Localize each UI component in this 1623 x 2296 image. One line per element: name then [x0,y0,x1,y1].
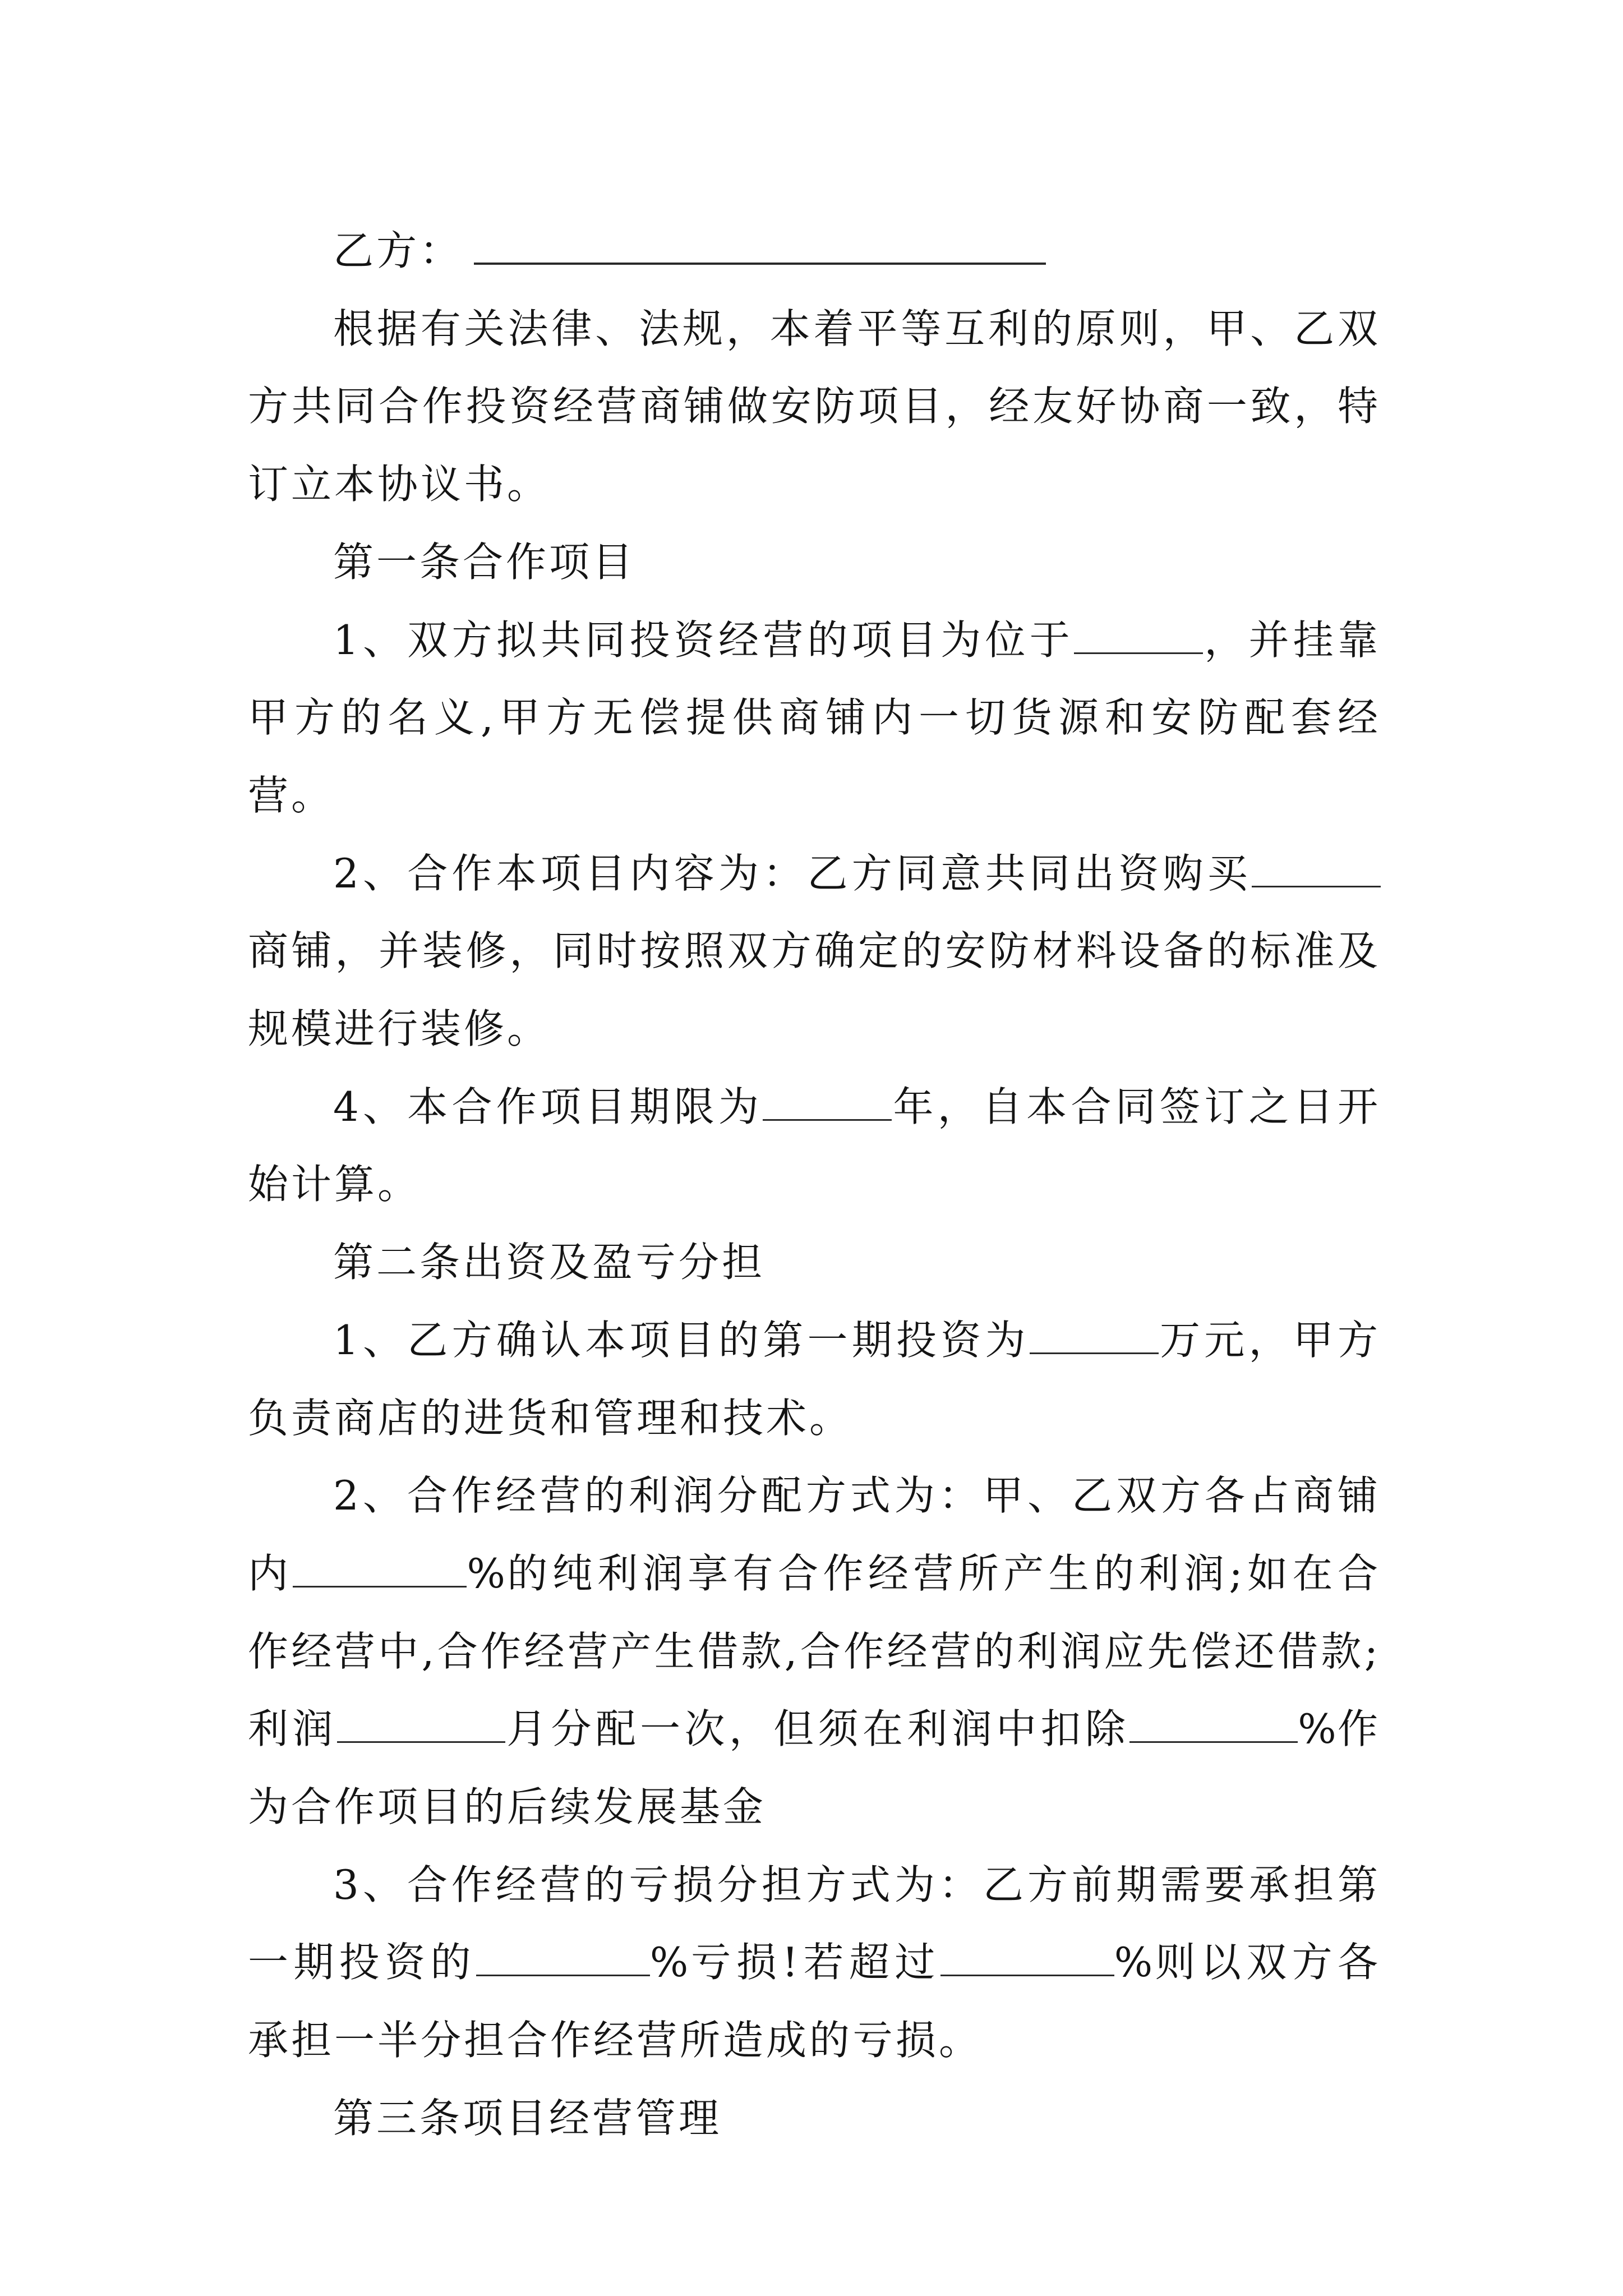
location-blank [1074,619,1203,654]
article2-item2 [248,1457,1381,1846]
article2-item3-text: 3、合作经营的亏损分担方式为：乙方前期需要承担第一期投资的 [248,1861,1381,1986]
percent-sign-4: % [1114,1939,1153,1986]
investment-blank [1030,1319,1159,1354]
article1-item4 [248,1068,1381,1223]
distribution-months-blank [337,1708,505,1743]
article2-item2-text-4: 作为合作项目的后续发展基金 [248,1705,1381,1831]
share-percent-blank [293,1552,467,1588]
article1-item2-text: 2、合作本项目内容为：乙方同意共同出资购买 [333,849,1252,897]
article1-item1-text: 1、双方拟共同投资经营的项目为位于 [333,616,1074,664]
article3-title: 第三条项目经营管理 [333,2094,722,2142]
article2-item3-text-2: 亏损!若超过 [688,1939,940,1986]
percent-sign-2: % [1298,1705,1336,1753]
article1-item2 [248,835,1381,1068]
percent-sign-3: % [649,1939,689,1986]
article1-item4-text-2: 年，自本合同签订之日开始计算。 [248,1083,1381,1208]
article2-title: 第二条出资及盈亏分担 [333,1239,766,1286]
article1-item1-text-2: ，并挂靠甲方的名义,甲方无偿提供商铺内一切货源和安防配套经营。 [248,616,1381,819]
party-b-line [248,212,1381,290]
article2-item1 [248,1301,1381,1457]
article2-item1-text-2: 万元，甲方负责商店的进货和管理和技术。 [248,1316,1381,1442]
article1-item1 [248,601,1381,835]
purchase-blank [1252,852,1381,887]
percent-sign: % [467,1549,505,1597]
article1-item2-text-2: 商铺，并装修，同时按照双方确定的安防材料设备的标准及规模进行装修。 [248,927,1381,1053]
loss-percent-blank [476,1941,650,1976]
fund-percent-blank [1129,1708,1298,1743]
article2-item3 [248,1846,1381,2079]
threshold-percent-blank [940,1941,1114,1976]
article2-item2-text-2: 的纯利润享有合作经营所产生的利润;如在合作经营中,合作经营产生借款,合作经营的利润应先偿还借款;利润 [248,1549,1381,1753]
article2-item2-text: 2、合作经营的利润分配方式为：甲、乙双方各占商铺内 [248,1472,1381,1597]
intro-paragraph: 根据有关法律、法规，本着平等互利的原则，甲、乙双方共同合作投资经营商铺做安防项目，经友好协商一致，特订立本协议书。 [248,305,1381,508]
party-b-blank [474,227,1046,265]
document-body [248,212,1381,2157]
article2-item1-text: 1、乙方确认本项目的第一期投资为 [333,1316,1030,1364]
article1-title: 第一条合作项目 [333,538,636,586]
article2-item2-text-3: 月分配一次，但须在利润中扣除 [505,1705,1130,1753]
article2-item3-text-3: 则以双方各承担一半分担合作经营所造成的亏损。 [248,1939,1381,2064]
party-b-label: 乙方： [333,227,463,274]
article1-item4-text: 4、本合作项目期限为 [333,1083,763,1130]
term-years-blank [763,1085,892,1121]
